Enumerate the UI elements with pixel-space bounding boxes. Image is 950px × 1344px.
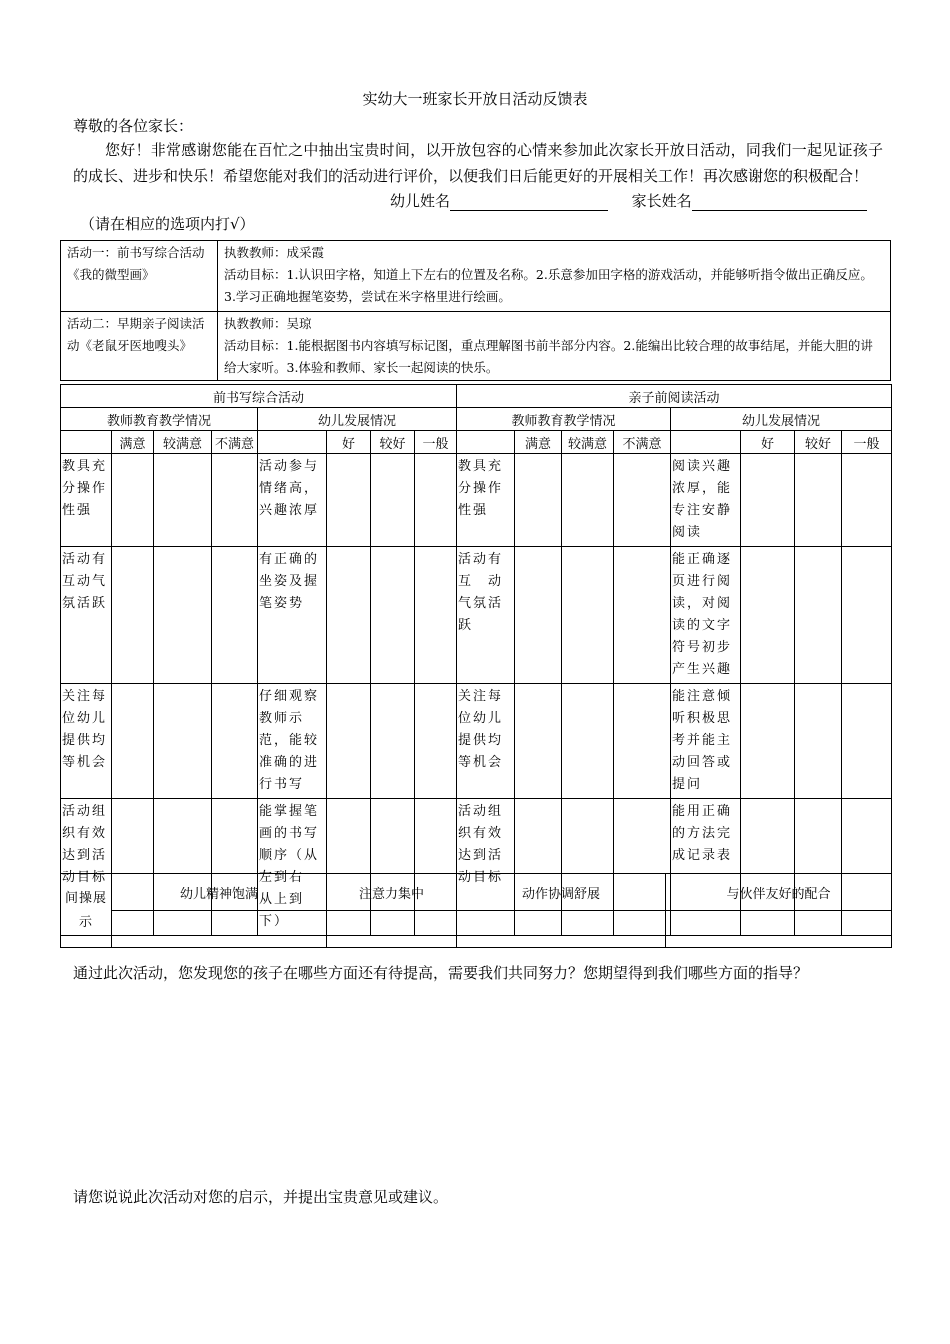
blank-header xyxy=(258,431,327,454)
teacher-criterion: 教具充分操作性强 xyxy=(61,454,112,547)
activity-name: 活动一：前书写综合活动《我的微型画》 xyxy=(61,241,218,312)
child-criterion: 阅读兴趣浓厚，能专注安静阅读 xyxy=(671,454,741,547)
check-cell[interactable] xyxy=(562,547,614,684)
exercise-item: 动作协调舒展 xyxy=(457,874,666,911)
question-improvement: 通过此次活动，您发现您的孩子在哪些方面还有待提高，需要我们共同努力？您期望得到我们哪些方面的指导？ xyxy=(73,964,809,982)
child-criterion: 能掌握笔画的书写顺序（从左到右 从上到下） xyxy=(258,799,327,936)
check-cell[interactable] xyxy=(795,547,842,684)
check-cell[interactable] xyxy=(614,454,671,547)
check-cell[interactable] xyxy=(515,547,562,684)
check-cell[interactable] xyxy=(327,684,371,799)
teacher-criterion: 关注每位幼儿提供均等机会 xyxy=(61,684,112,799)
check-cell[interactable] xyxy=(212,684,258,799)
exercise-table xyxy=(60,873,892,948)
teacher-criterion: 活动有互 动气氛活跃 xyxy=(457,547,515,684)
check-cell[interactable] xyxy=(741,684,795,799)
check-cell[interactable] xyxy=(614,684,671,799)
teacher-header: 教师教育教学情况 xyxy=(457,408,671,431)
grid-row xyxy=(61,547,892,684)
check-cell[interactable] xyxy=(795,454,842,547)
check-cell[interactable] xyxy=(666,911,892,948)
check-cell[interactable] xyxy=(795,684,842,799)
parent-name-field[interactable] xyxy=(692,194,867,211)
child-header: 幼儿发展情况 xyxy=(258,408,457,431)
check-cell[interactable] xyxy=(112,684,154,799)
exercise-item: 注意力集中 xyxy=(327,874,457,911)
section-right-header: 亲子前阅读活动 xyxy=(457,385,892,408)
intro-paragraph: 您好！非常感谢您能在百忙之中抽出宝贵时间，以开放包容的心情来参加此次家长开放日活动，同我们一起见证孩子的成长、进步和快乐！希望您能对我们的活动进行评价，以便我们日后能更好的开展相关工作！再次感谢您的积极配合！ xyxy=(73,141,883,185)
child-criterion: 能注意倾听积极思考并能主动回答或提问 xyxy=(671,684,741,799)
check-cell[interactable] xyxy=(112,454,154,547)
teacher-criterion: 活动组织有效达到活动目标 xyxy=(61,799,112,936)
check-cell[interactable] xyxy=(515,454,562,547)
child-criterion: 活动参与情绪高，兴趣浓厚 xyxy=(258,454,327,547)
teacher-header: 教师教育教学情况 xyxy=(61,408,258,431)
activity-goal: 活动目标：1.认识田字格，知道上下左右的位置及名称。2.乐意参加田字格的游戏活动，并能够听指令做出正确反应。3.学习正确地握笔姿势，尝试在米字格里进行绘画。 xyxy=(224,267,873,304)
blank-header xyxy=(457,431,515,454)
option-header: 较满意 xyxy=(562,431,614,454)
activity-details xyxy=(218,312,891,381)
option-header: 较满意 xyxy=(154,431,212,454)
evaluation-grid xyxy=(60,384,892,936)
check-cell[interactable] xyxy=(371,547,415,684)
question-suggestions: 请您说说此次活动对您的启示，并提出宝贵意见或建议。 xyxy=(73,1188,449,1206)
activity-row xyxy=(61,312,891,381)
child-name-field[interactable] xyxy=(450,194,608,211)
blank-header xyxy=(671,431,741,454)
check-cell[interactable] xyxy=(154,684,212,799)
grid-row xyxy=(61,454,892,547)
activity-name: 活动二：早期亲子阅读活动《老鼠牙医地嗖头》 xyxy=(61,312,218,381)
check-cell[interactable] xyxy=(842,454,892,547)
child-name-label: 幼儿姓名 xyxy=(390,192,451,210)
check-cell[interactable] xyxy=(741,547,795,684)
name-fields xyxy=(390,190,867,211)
check-cell[interactable] xyxy=(415,547,457,684)
check-cell[interactable] xyxy=(415,454,457,547)
teacher-criterion: 活动组织有效达到活动目标 xyxy=(457,799,515,936)
check-cell[interactable] xyxy=(562,454,614,547)
check-cell[interactable] xyxy=(327,911,457,948)
check-cell[interactable] xyxy=(842,684,892,799)
teacher-criterion: 关注每位幼儿提供均等机会 xyxy=(457,684,515,799)
parent-name-label: 家长姓名 xyxy=(631,192,692,210)
check-cell[interactable] xyxy=(212,454,258,547)
option-header: 较好 xyxy=(795,431,842,454)
option-header: 满意 xyxy=(112,431,154,454)
check-cell[interactable] xyxy=(515,684,562,799)
blank-header xyxy=(61,431,112,454)
exercise-label: 间操展示 xyxy=(61,874,112,948)
exercise-item: 幼儿精神饱满 xyxy=(112,874,327,911)
greeting: 尊敬的各位家长： xyxy=(73,117,194,135)
child-criterion: 有正确的坐姿及握笔姿势 xyxy=(258,547,327,684)
option-header: 满意 xyxy=(515,431,562,454)
check-cell[interactable] xyxy=(112,547,154,684)
activity-details xyxy=(218,241,891,312)
activity-teacher: 执教教师：成采霞 xyxy=(224,245,325,260)
hint-text: （请在相应的选项内打√） xyxy=(80,215,255,233)
check-cell[interactable] xyxy=(112,911,327,948)
check-cell[interactable] xyxy=(154,454,212,547)
check-cell[interactable] xyxy=(212,547,258,684)
check-cell[interactable] xyxy=(562,684,614,799)
child-criterion: 仔细观察教师示范，能较准确的进行书写 xyxy=(258,684,327,799)
option-header: 一般 xyxy=(415,431,457,454)
check-cell[interactable] xyxy=(457,911,666,948)
activity-info-table xyxy=(60,240,891,381)
option-header: 不满意 xyxy=(212,431,258,454)
activity-goal: 活动目标：1.能根据图书内容填写标记图，重点理解图书前半部分内容。2.能编出比较合理的故事结尾，并能大胆的讲给大家听。3.体验和教师、家长一起阅读的快乐。 xyxy=(224,338,873,375)
child-header: 幼儿发展情况 xyxy=(671,408,892,431)
child-criterion: 能用正确的方法完成记录表 xyxy=(671,799,741,936)
check-cell[interactable] xyxy=(614,547,671,684)
teacher-criterion: 活动有互动气氛活跃 xyxy=(61,547,112,684)
activity-teacher: 执教教师：吴琼 xyxy=(224,316,312,331)
option-header: 好 xyxy=(741,431,795,454)
teacher-criterion: 教具充分操作性强 xyxy=(457,454,515,547)
check-cell[interactable] xyxy=(842,547,892,684)
option-header: 不满意 xyxy=(614,431,671,454)
option-header: 好 xyxy=(327,431,371,454)
exercise-item: 与伙伴友好的配合 xyxy=(666,874,892,911)
check-cell[interactable] xyxy=(327,547,371,684)
option-header: 较好 xyxy=(371,431,415,454)
check-cell[interactable] xyxy=(371,454,415,547)
section-left-header: 前书写综合活动 xyxy=(61,385,457,408)
child-criterion: 能正确逐页进行阅读，对阅读的文字符号初步产生兴趣 xyxy=(671,547,741,684)
option-header: 一般 xyxy=(842,431,892,454)
check-cell[interactable] xyxy=(741,454,795,547)
check-cell[interactable] xyxy=(371,684,415,799)
grid-row xyxy=(61,684,892,799)
check-cell[interactable] xyxy=(154,547,212,684)
check-cell[interactable] xyxy=(327,454,371,547)
check-cell[interactable] xyxy=(415,684,457,799)
activity-row xyxy=(61,241,891,312)
page-title: 实幼大一班家长开放日活动反馈表 xyxy=(362,90,588,108)
